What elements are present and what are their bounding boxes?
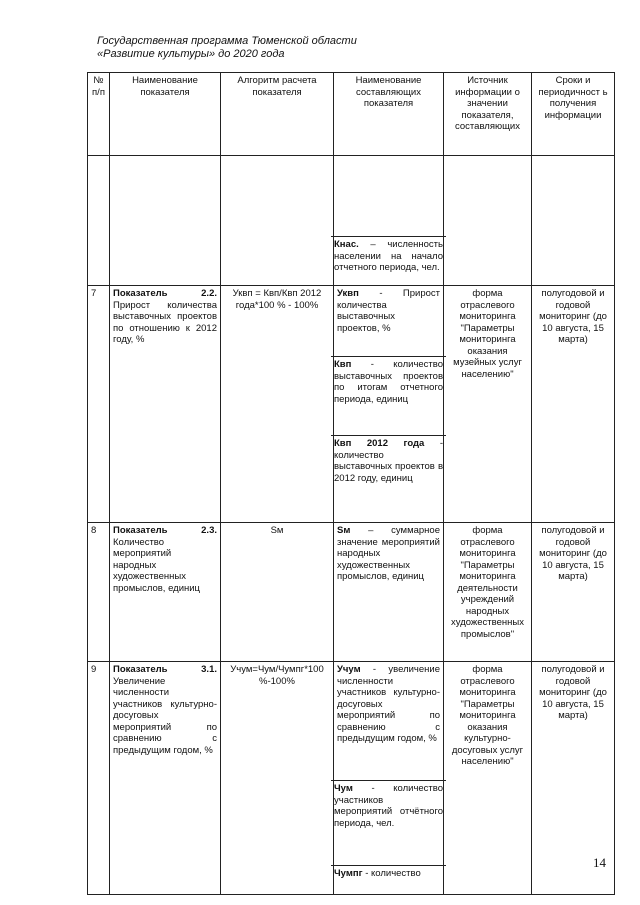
- component-item: Чумпг - количество: [331, 865, 446, 890]
- component-item: Уквп - Прирост количества выставочных проектов, %: [337, 288, 440, 334]
- col-header-name: Наименование показателя: [110, 73, 221, 156]
- header-line-2: «Развитие культуры» до 2020 года: [97, 48, 285, 60]
- table-row: [88, 662, 615, 895]
- source-cell: форма отраслевого мониторинга "Параметры мониторинга деятельности учреждений народных художественных промыслов": [444, 523, 532, 662]
- table-header-row: [88, 73, 615, 156]
- indicators-table: [87, 72, 615, 895]
- col-header-components: Наименование составляющих показателя: [334, 73, 444, 156]
- algorithm-cell: Учум=Чум/Чумпг*100 %-100%: [221, 662, 334, 895]
- components-cell: Sм – суммарное значение мероприятий народных художественных промыслов, единиц: [334, 523, 444, 662]
- component-item: Квп - количество выставочных проектов по итогам отчетного периода, единиц: [331, 356, 446, 435]
- row-num: 9: [88, 662, 110, 895]
- period-cell: полугодовой и годовой мониторинг (до 10 августа, 15 марта): [532, 286, 615, 523]
- source-cell: форма отраслевого мониторинга "Параметры мониторинга оказания музейных услуг населению": [444, 286, 532, 523]
- period-cell: полугодовой и годовой мониторинг (до 10 августа, 15 марта): [532, 523, 615, 662]
- table-row: [88, 156, 615, 286]
- document-header: [97, 35, 357, 61]
- header-line-1: Государственная программа Тюменской области: [97, 35, 357, 47]
- components-cell: [334, 156, 444, 286]
- component-item: Учум - увеличение численности участников культурно-досуговых мероприятий по сравнению с предыдущим годом, %: [337, 664, 440, 744]
- indicator-name: Показатель 3.1. Увеличение численности участников культурно-досуговых мероприятий по сравнению с предыдущим годом, %: [110, 662, 221, 895]
- col-header-period: Сроки и периодичност ь получения информации: [532, 73, 615, 156]
- page-number: 14: [593, 855, 606, 870]
- component-item: Квп 2012 года - количество выставочных проектов в 2012 году, единиц: [331, 435, 446, 514]
- indicator-name: Показатель 2.3. Количество мероприятий народных художественных промыслов, единиц: [110, 523, 221, 662]
- source-cell: форма отраслевого мониторинга "Параметры мониторинга оказания культурно-досуговых услуг населению": [444, 662, 532, 895]
- algorithm-cell: Sм: [221, 523, 334, 662]
- indicator-name: Показатель 2.2. Прирост количества выставочных проектов по отношению к 2012 году, %: [110, 286, 221, 523]
- table-row: [88, 286, 615, 523]
- period-cell: полугодовой и годовой мониторинг (до 10 августа, 15 марта): [532, 662, 615, 895]
- col-header-algorithm: Алгоритм расчета показателя: [221, 73, 334, 156]
- components-cell: [334, 286, 444, 523]
- component-item: Кнас. – численность населении на начало отчетного периода, чел.: [331, 236, 446, 285]
- algorithm-cell: Уквп = Квп/Квп 2012 года*100 % - 100%: [221, 286, 334, 523]
- col-header-num: № п/п: [88, 73, 110, 156]
- col-header-source: Источник информации о значении показателя, составляющих: [444, 73, 532, 156]
- table-row: [88, 523, 615, 662]
- row-num: 8: [88, 523, 110, 662]
- components-cell: [334, 662, 444, 895]
- component-item: Чум - количество участников мероприятий отчётного периода, чел.: [331, 780, 446, 865]
- row-num: 7: [88, 286, 110, 523]
